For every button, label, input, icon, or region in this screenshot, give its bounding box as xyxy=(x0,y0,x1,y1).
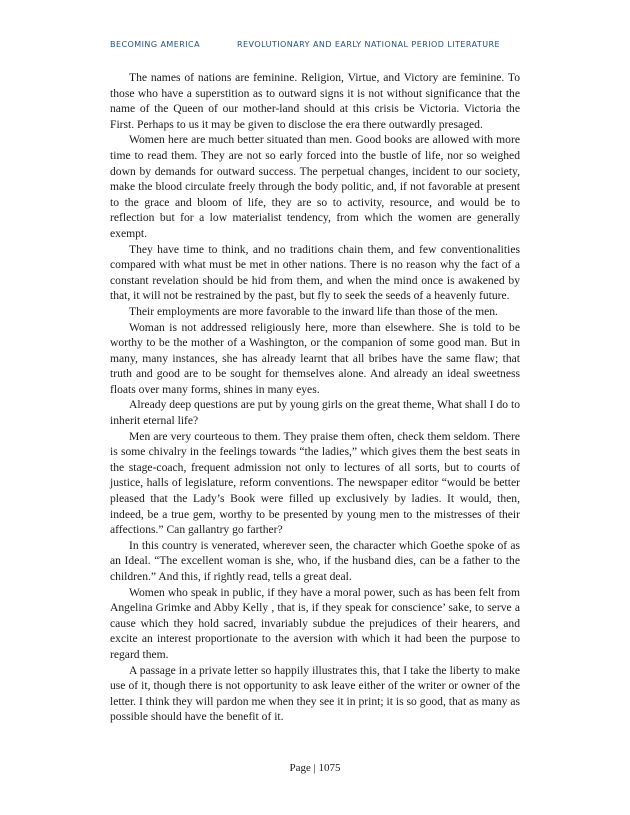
paragraph: Women who speak in public, if they have a moral power, such as has been felt from Angelina Grimke and Abby Kelly , that is, if they speak for conscience’ sake, to serve a cause which they hold sacred, invariably subdue the prejudices of their hearers, and excite an interest proportionate to the aversion with which it had been the purpose to regard them. xyxy=(110,585,520,661)
header-book-title: BECOMING AMERICA xyxy=(110,40,201,49)
body-text xyxy=(110,70,520,725)
paragraph: The names of nations are feminine. Religion, Virtue, and Victory are feminine. To those who have a superstition as to outward signs it is not without significance that the name of the Queen of our mother-land should at this crisis be Victoria. Victoria the First. Perhaps to us it may be given to disclose the era there outwardly presaged. xyxy=(110,71,520,131)
paragraph: Men are very courteous to them. They praise them often, check them seldom. There is some chivalry in the feelings towards “the ladies,” which gives them the best seats in the stage-coach, frequent admission not only to lectures of all sorts, but to courts of justice, halls of legislature, reform conventions. The newspaper editor “would be better pleased that the Lady’s Book were filled up exclusively by ladies. It would, then, indeed, be a true gem, worthy to be presented by young men to the mistresses of their affections.” Can gallantry go farther? xyxy=(110,429,520,537)
paragraph: A passage in a private letter so happily illustrates this, that I take the liberty to make use of it, though there is not opportunity to ask leave either of the writer or owner of the letter. I think they will pardon me when they see it in print; it is so good, that as many as possible should have the benefit of it. xyxy=(110,663,520,724)
header-section-title: REVOLUTIONARY AND EARLY NATIONAL PERIOD LITERATURE xyxy=(237,40,501,49)
page-number: Page | 1075 xyxy=(289,762,341,774)
paragraph: Woman is not addressed religiously here, more than elsewhere. She is told to be worthy to be the mother of a Washington, or the companion of some good man. But in many, many instances, she has already learnt that all bribes have the same flaw; that truth and good are to be sought for themselves alone. And already an ideal sweetness floats over many forms, shines in many eyes. xyxy=(110,320,520,396)
paragraph: Their employments are more favorable to the inward life than those of the men. xyxy=(129,304,498,318)
running-header xyxy=(110,40,530,49)
paragraph: In this country is venerated, wherever seen, the character which Goethe spoke of as an Ideal. “The excellent woman is she, who, if the husband dies, can be a father to the children.” And this, if rightly read, tells a great deal. xyxy=(110,538,520,583)
paragraph: They have time to think, and no traditions chain them, and few conventionalities compared with what must be met in other nations. There is no reason why the fact of a constant revelation should be hid from them, and when the mind once is awakened by that, it will not be restrained by the past, but fly to seek the seeds of a heavenly future. xyxy=(110,242,520,303)
paragraph: Already deep questions are put by young girls on the great theme, What shall I do to inherit eternal life? xyxy=(110,398,520,428)
paragraph: Women here are much better situated than men. Good books are allowed with more time to read them. They are not so early forced into the bustle of life, nor so weighed down by demands for outward success. The perpetual changes, incident to our society, make the blood circulate freely through the body politic, and, if not favorable at present to the grace and bloom of life, they are so to activity, resource, and would be to reflection but for a low materialist tendency, from which the women are generally exempt. xyxy=(110,133,520,240)
